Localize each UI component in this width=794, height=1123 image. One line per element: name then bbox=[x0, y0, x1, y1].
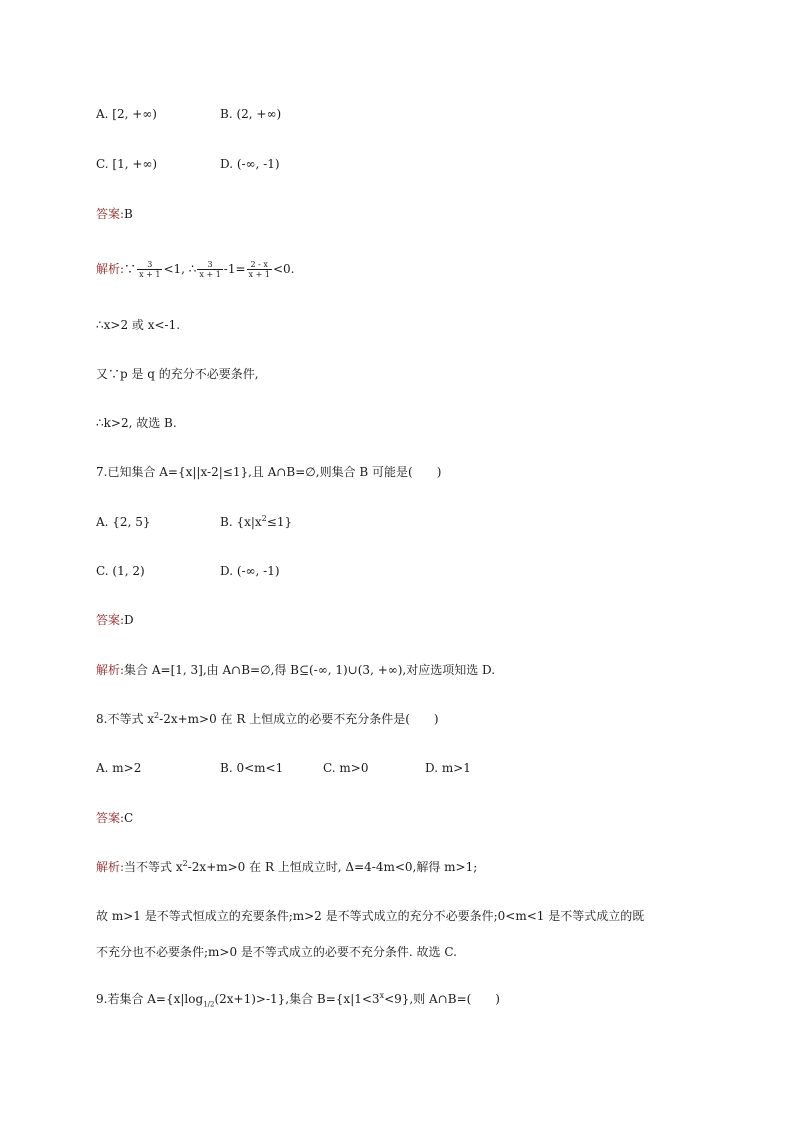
option-a: A. {2, 5} bbox=[96, 515, 151, 529]
option-d: D. (-∞, -1) bbox=[220, 564, 280, 578]
option-d: D. m>1 bbox=[425, 761, 471, 775]
analysis-line-2: ∴x>2 或 x<-1. bbox=[96, 318, 181, 332]
analysis-line bbox=[96, 257, 294, 281]
option-a: A. [2, +∞) bbox=[96, 107, 157, 121]
analysis-line-4: ∴k>2, 故选 B. bbox=[96, 416, 177, 430]
question-9-stem: 9.若集合 $A=\{x|\log_{1/2}(2x+1)>-1\}$,集合 $B=\{x|1<3^x<9\}$,则 A∩B=( ) bbox=[96, 991, 500, 1009]
analysis-text: 集合 A=[1, 3],由 A∩B=∅,得 B⊆(-∞, 1)∪(3, +∞),对应选项知选 D. bbox=[124, 663, 496, 677]
answer-line bbox=[96, 206, 133, 222]
analysis-label: 解析: bbox=[96, 860, 125, 874]
answer-line bbox=[96, 612, 134, 628]
answer-value: D bbox=[124, 613, 134, 627]
fraction: $\frac{3}{x + 1}$ bbox=[199, 260, 221, 279]
analysis-line bbox=[96, 662, 495, 678]
analysis-text: ∵ bbox=[124, 262, 137, 276]
analysis-paragraph-line-1: 故 m>1 是不等式恒成立的充要条件;m>2 是不等式成立的充分不必要条件;0<m<1 是不等式成立的既 bbox=[96, 909, 645, 923]
analysis-paragraph-line-2: 不充分也不必要条件;m>0 是不等式成立的必要不充分条件. 故选 C. bbox=[96, 945, 457, 959]
analysis-label: 解析: bbox=[96, 663, 125, 677]
analysis-text: <0. bbox=[272, 262, 295, 276]
option-b: B. $\{x|x^2\le 1\}$ bbox=[220, 514, 293, 529]
option-c: C. (1, 2) bbox=[96, 564, 145, 578]
question-7-stem: 7.已知集合 A={x||x-2|≤1},且 A∩B=∅,则集合 B 可能是( ) bbox=[96, 465, 442, 479]
option-c: C. [1, +∞) bbox=[96, 157, 158, 171]
analysis-line-3: 又∵p 是 q 的充分不必要条件, bbox=[96, 367, 259, 381]
answer-value: B bbox=[124, 207, 133, 221]
option-d: D. (-∞, -1) bbox=[220, 157, 280, 171]
analysis-line: 解析:当不等式 $x^2-2x+m>0$ 在 R 上恒成立时, Δ=4-4m<0,解得 m>1; bbox=[96, 859, 478, 874]
answer-label: 答案: bbox=[96, 613, 125, 627]
analysis-text: -1= bbox=[223, 262, 246, 276]
option-b: B. 0<m<1 bbox=[220, 761, 284, 775]
analysis-text: <1, ∴ bbox=[163, 262, 197, 276]
fraction: $\frac{3}{x + 1}$ bbox=[139, 260, 161, 279]
analysis-label: 解析: bbox=[96, 262, 125, 276]
option-b: B. (2, +∞) bbox=[220, 107, 282, 121]
option-a: A. m>2 bbox=[96, 761, 142, 775]
fraction: $\frac{2 - x}{x + 1}$ bbox=[248, 260, 270, 279]
answer-line bbox=[96, 810, 133, 826]
option-c: C. m>0 bbox=[323, 761, 369, 775]
answer-label: 答案: bbox=[96, 811, 125, 825]
answer-value: C bbox=[124, 811, 134, 825]
answer-label: 答案: bbox=[96, 207, 125, 221]
question-8-stem: 8.不等式 $x^2-2x+m>0$ 在 R 上恒成立的必要不充分条件是( ) bbox=[96, 711, 439, 726]
